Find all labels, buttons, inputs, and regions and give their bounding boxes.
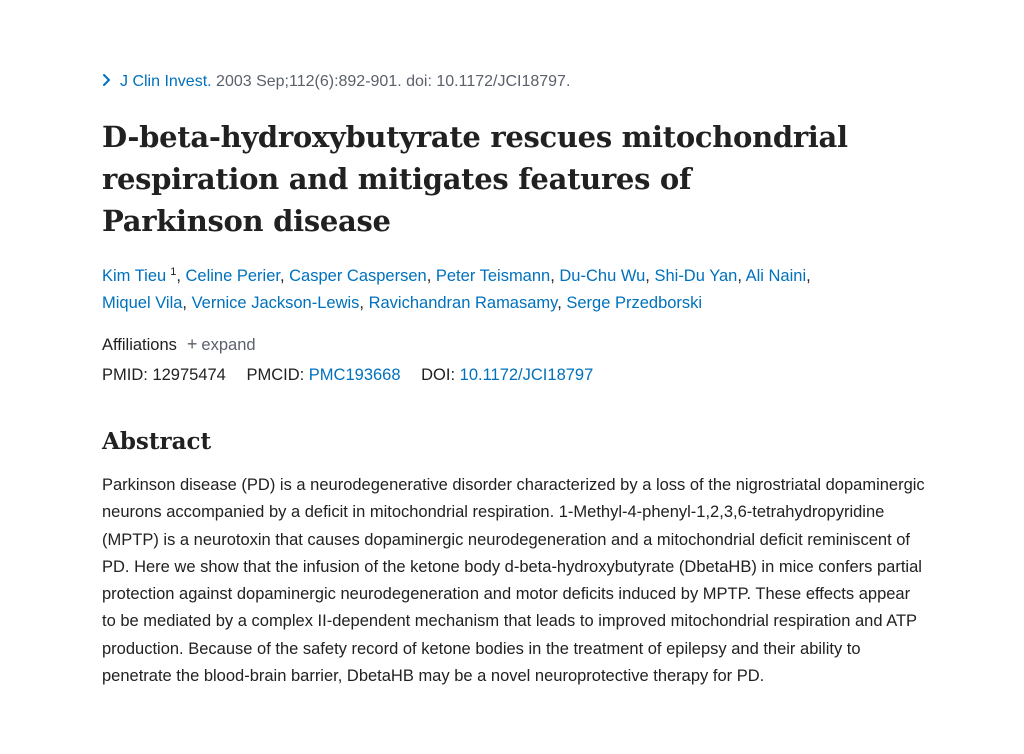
pmcid-label: PMCID: [246, 366, 305, 384]
chevron-right-icon[interactable] [102, 72, 114, 92]
author-link[interactable]: Du-Chu Wu [559, 267, 646, 285]
expand-label[interactable]: expand [201, 336, 256, 354]
citation-details: 2003 Sep;112(6):892-901. doi: 10.1172/JCI18797. [216, 73, 571, 90]
citation-line [102, 72, 570, 92]
author-link[interactable]: Miquel Vila [102, 294, 183, 312]
affiliations-toggle[interactable] [102, 334, 256, 355]
affiliation-superscript[interactable]: 1 [170, 266, 177, 278]
journal-link[interactable]: J Clin Invest. [120, 73, 212, 90]
affiliations-label: Affiliations [102, 336, 177, 354]
article-title: D-beta-hydroxybutyrate rescues mitochondrial respiration and mitigates features of Parkinson disease [102, 120, 848, 238]
abstract-heading: Abstract [102, 428, 212, 455]
doi-link[interactable]: 10.1172/JCI18797 [459, 366, 594, 384]
pmid-value: 12975474 [152, 366, 226, 384]
author-link[interactable]: Kim Tieu [102, 267, 167, 285]
author-link[interactable]: Serge Przedborski [566, 294, 703, 312]
author-link[interactable]: Ali Naini [745, 267, 807, 285]
author-list: Kim Tieu $^1$, Celine Perier, Casper Caspersen, Peter Teismann, Du-Chu Wu, Shi-Du Yan, Ali Naini, Miquel Vila, Vernice Jackson-Lewis, Ravichandran Ramasamy, Serge Przedborski [102, 266, 811, 312]
author-link[interactable]: Shi-Du Yan [654, 267, 738, 285]
author-link[interactable]: Vernice Jackson-Lewis [191, 294, 360, 312]
pmid-label: PMID: [102, 366, 148, 384]
identifiers-row [102, 365, 593, 385]
abstract-text: Parkinson disease (PD) is a neurodegenerative disorder characterized by a loss of the nigrostriatal dopaminergic neurons accompanied by a deficit in mitochondrial respiration. 1-Methyl-4-phenyl-1,2,3,6-tetrahydropyridine (MPTP) is a neurotoxin that causes dopaminergic neurodegeneration and a mitochondrial deficit reminiscent of PD. Here we show that the infusion of the ketone body d-beta-hydroxybutyrate (DbetaHB) in mice confers partial protection against dopaminergic neurodegeneration and motor deficits induced by MPTP. These effects appear to be mediated by a complex II-dependent mechanism that leads to improved mitochondrial respiration and ATP production. Because of the safety record of ketone bodies in the treatment of epilepsy and their ability to penetrate the blood-brain barrier, DbetaHB may be a novel neuroprotective therapy for PD. [102, 476, 925, 686]
doi-label: DOI: [421, 366, 456, 384]
author-link[interactable]: Peter Teismann [435, 267, 551, 285]
author-link[interactable]: Celine Perier [185, 267, 280, 285]
pmcid-link[interactable]: PMC193668 [308, 366, 401, 384]
author-link[interactable]: Casper Caspersen [289, 267, 427, 285]
author-link[interactable]: Ravichandran Ramasamy [368, 294, 558, 312]
plus-icon: + [186, 334, 198, 354]
